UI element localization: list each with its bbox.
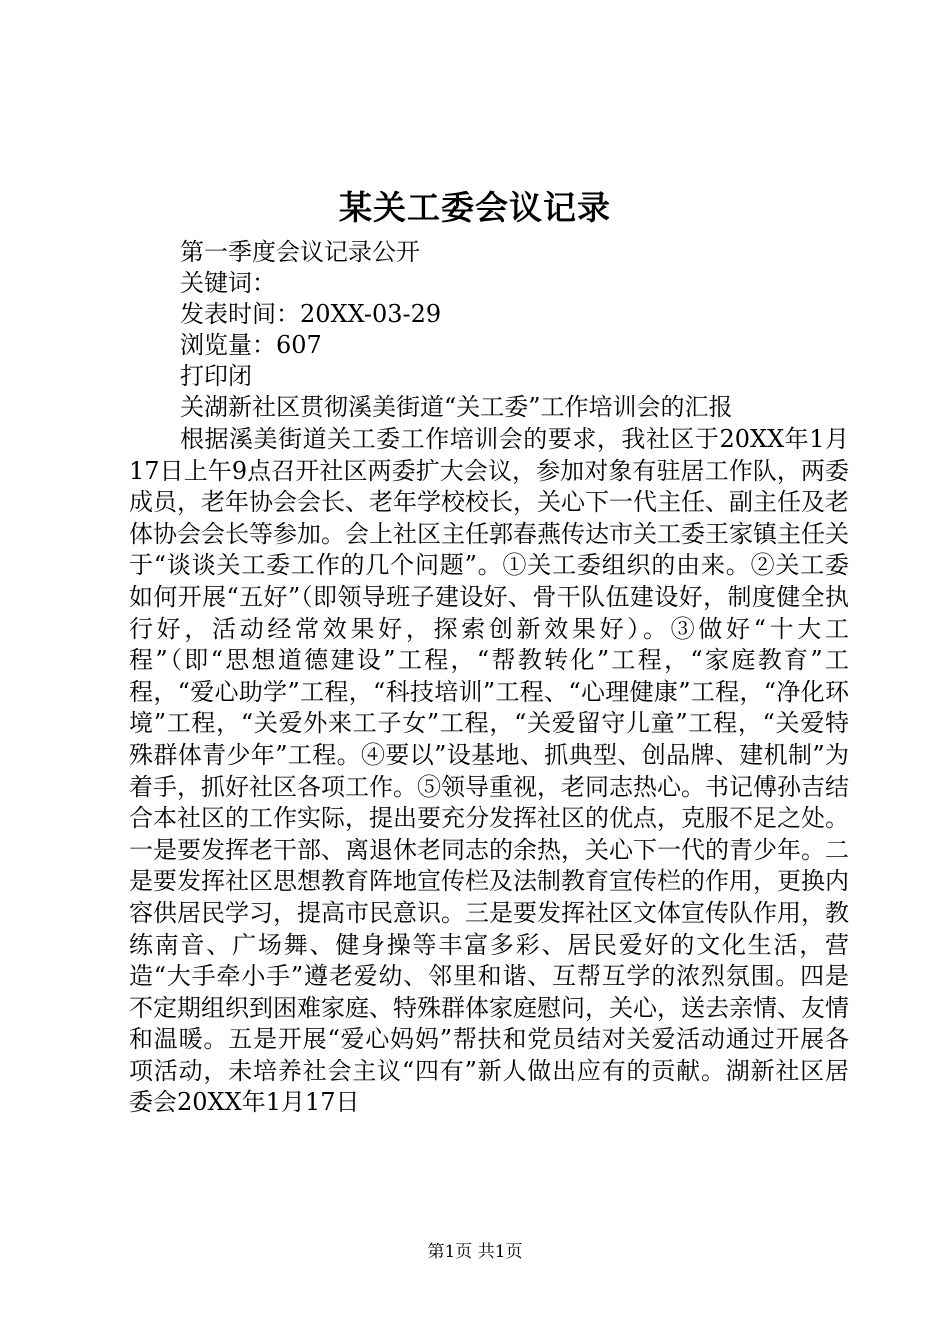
view-count-line: 浏览量：607 [180,331,322,359]
document-title: 某关工委会议记录 [339,188,611,227]
print-close-line: 打印闭 [180,362,252,390]
body-paragraph: 根据溪美街道关工委工作培训会的要求，我社区于20XX年1月17日上午9点召开社区两委扩大会议，参加对象有驻居工作队，两委成员，老年协会会长、老年学校校长，关心下一代主任、副主任及老体协会会长等参加。会上社区主任郭春燕传达市关工委王家镇主任关于“谈谈关工委工作的几个问题”。①关工委组织的由来。②关工委如何开展“五好”（即领导班子建设好、骨干队伍建设好，制度健全执行好，活动经常效果好，探索创新效果好）。③做好“十大工程”（即“思想道德建设”工程，“帮教转化”工程，“家庭教育”工程，“爱心助学”工程，“科技培训”工程、“心理健康”工程，“净化环境”工程，“关爱外来工子女”工程，“关爱留守儿童”工程，“关爱特殊群体青少年”工程。④要以”设基地、抓典型、创品牌、建机制”为着手，抓好社区各项工作。⑤领导重视，老同志热心。书记傅孙吉结合本社区的工作实际，提出要充分发挥社区的优点，克服不足之处。一是要发挥老干部、离退休老同志的余热，关心下一代的青少年。二是要发挥社区思想教育阵地宣传栏及法制教育宣传栏的作用，更换内容供居民学习，提高市民意识。三是要发挥社区文体宣传队作用，教练南音、广场舞、健身操等丰富多彩、居民爱好的文化生活，营造“大手牵小手”遵老爱幼、邻里和谐、互帮互学的浓烈氛围。四是不定期组织到困难家庭、特殊群体家庭慰问，关心，送去亲情、友情和温暖。五是开展“爱心妈妈”帮扶和党员结对关爱活动通过开展各项活动，未培养社会主议“四有”新人做出应有的贡献。湖新社区居委会20XX年1月17日 [129,425,849,1117]
page-footer: 第1页 共1页 [427,1242,523,1262]
keywords-line: 关键词： [180,269,276,297]
report-heading-line: 关湖新社区贯彻溪美街道“关工委”工作培训会的汇报 [180,393,733,421]
publish-time-line: 发表时间：20XX-03-29 [180,300,442,328]
subtitle-line: 第一季度会议记录公开 [180,238,420,266]
